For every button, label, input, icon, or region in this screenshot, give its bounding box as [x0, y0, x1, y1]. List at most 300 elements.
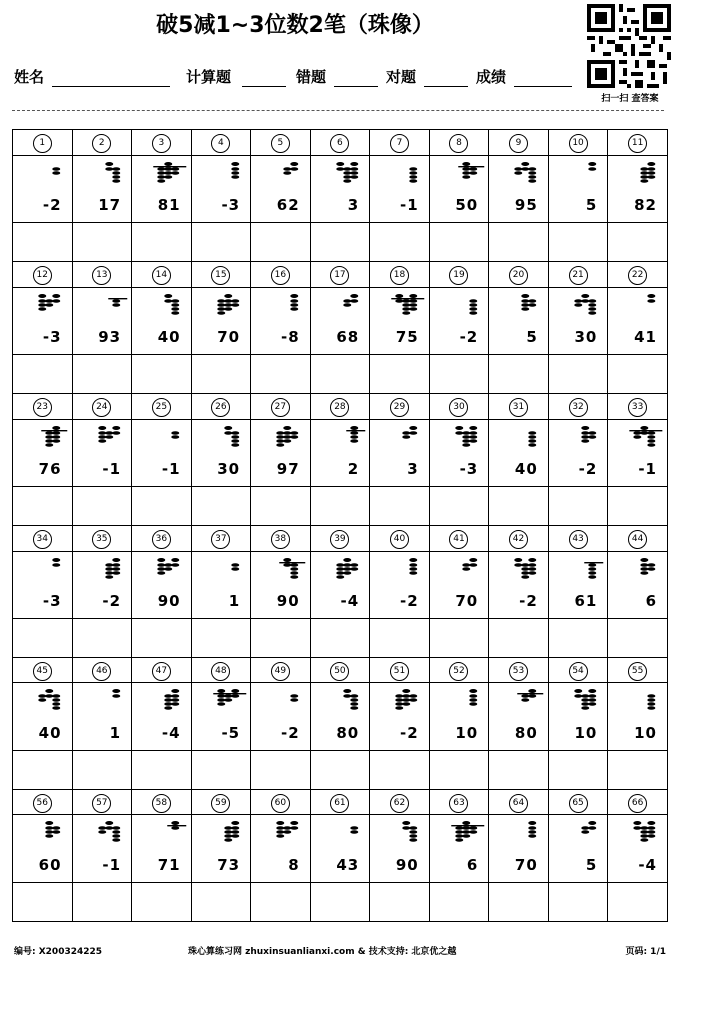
answer-cell[interactable]	[489, 222, 549, 261]
answer-cell[interactable]	[132, 750, 192, 789]
problem-number: 54	[569, 662, 588, 681]
answer-cell[interactable]	[132, 618, 192, 657]
answer-cell[interactable]	[191, 486, 251, 525]
problem-number: 6	[330, 134, 349, 153]
abacus-bead-image	[608, 688, 667, 712]
addend-value: 2	[347, 459, 360, 478]
abacus-bead-image	[311, 557, 370, 581]
problem-cell	[548, 683, 608, 750]
answer-cell[interactable]	[429, 618, 489, 657]
answer-cell[interactable]	[608, 222, 668, 261]
problem-number-cell	[72, 393, 132, 419]
addend-value: -2	[400, 591, 419, 610]
addend-value: 3	[347, 195, 360, 214]
problem-number-cell	[608, 130, 668, 156]
abacus-bead-image	[73, 161, 132, 185]
answer-cell[interactable]	[251, 750, 311, 789]
problem-number-cell	[489, 261, 549, 287]
problem-number: 62	[390, 794, 409, 813]
problem-number-cell	[13, 525, 73, 551]
abacus-bead-image	[13, 425, 72, 449]
problem-cell	[13, 155, 73, 222]
problem-cell	[191, 155, 251, 222]
problem-number: 60	[271, 794, 290, 813]
problem-number-cell	[548, 130, 608, 156]
abacus-bead-image	[251, 425, 310, 449]
problem-number-cell	[72, 525, 132, 551]
abacus-bead-image	[430, 688, 489, 712]
problem-cell	[608, 815, 668, 882]
wrong-count-field[interactable]	[334, 86, 378, 87]
problem-cell	[72, 683, 132, 750]
addend-value: -2	[42, 195, 62, 214]
abacus-bead-image	[311, 293, 370, 317]
problem-number-cell	[13, 261, 73, 287]
problem-cell	[13, 815, 73, 882]
abacus-bead-image	[489, 688, 548, 712]
abacus-bead-image	[549, 425, 608, 449]
answer-cell[interactable]	[13, 618, 73, 657]
problem-number: 41	[449, 530, 468, 549]
addend-value: 90	[276, 591, 300, 610]
student-info-row	[14, 66, 584, 92]
abacus-bead-image	[370, 293, 429, 317]
problem-cell	[370, 419, 430, 486]
problem-number: 1	[33, 134, 52, 153]
answer-cell[interactable]	[310, 222, 370, 261]
addend-value: -5	[221, 723, 241, 742]
addend-value: -3	[42, 591, 62, 610]
problem-cell	[310, 683, 370, 750]
problem-cell	[72, 155, 132, 222]
problem-number-cell	[132, 789, 192, 815]
problem-number-cell	[251, 789, 311, 815]
abacus-bead-image	[132, 293, 191, 317]
answer-cell[interactable]	[251, 354, 311, 393]
problem-number: 64	[509, 794, 528, 813]
problem-number-cell	[191, 657, 251, 683]
problem-number-cell	[608, 657, 668, 683]
answer-cell[interactable]	[191, 354, 251, 393]
problem-number: 28	[330, 398, 349, 417]
addend-value: 70	[217, 327, 241, 346]
problem-number: 40	[390, 530, 409, 549]
problem-number-cell	[310, 789, 370, 815]
problem-number-cell	[13, 130, 73, 156]
problem-number: 45	[33, 662, 52, 681]
problem-number-cell	[370, 130, 430, 156]
problem-number: 25	[152, 398, 171, 417]
problem-cell	[429, 551, 489, 618]
answer-cell[interactable]	[370, 222, 430, 261]
problem-cell	[608, 551, 668, 618]
addend-value: -4	[161, 723, 181, 742]
answer-cell[interactable]	[13, 222, 73, 261]
answer-cell[interactable]	[132, 486, 192, 525]
problem-number-cell	[608, 393, 668, 419]
problem-cell	[608, 419, 668, 486]
addend-value: -2	[459, 327, 479, 346]
problem-number-cell	[191, 789, 251, 815]
answer-cell[interactable]	[608, 882, 668, 921]
addend-value: -2	[280, 723, 300, 742]
problem-number: 46	[92, 662, 111, 681]
addend-value: 60	[38, 855, 62, 874]
problem-cell	[132, 155, 192, 222]
problem-cell	[548, 419, 608, 486]
calc-count-field[interactable]	[242, 86, 286, 87]
problem-number: 10	[569, 134, 588, 153]
problem-number: 18	[390, 266, 409, 285]
answer-cell[interactable]	[489, 882, 549, 921]
problem-cell	[132, 551, 192, 618]
problem-number: 61	[330, 794, 349, 813]
problem-cell	[251, 683, 311, 750]
answer-cell[interactable]	[132, 354, 192, 393]
answer-cell[interactable]	[370, 486, 430, 525]
addend-value: 6	[645, 591, 657, 610]
abacus-bead-image	[251, 161, 310, 185]
abacus-bead-image	[132, 161, 191, 185]
answer-cell[interactable]	[72, 354, 132, 393]
problem-number: 24	[92, 398, 111, 417]
answer-cell[interactable]	[251, 882, 311, 921]
answer-cell[interactable]	[191, 882, 251, 921]
addend-value: 81	[157, 195, 181, 214]
problem-number-cell	[489, 525, 549, 551]
problem-cell	[251, 155, 311, 222]
problem-number: 15	[211, 266, 230, 285]
problem-cell	[370, 815, 430, 882]
addend-value: -2	[519, 591, 538, 610]
problem-number-cell	[310, 261, 370, 287]
problem-number-cell	[429, 261, 489, 287]
worksheet-title: 破5减1~3位数2笔（珠像）	[156, 13, 434, 38]
problem-number: 53	[509, 662, 528, 681]
problem-cell	[608, 287, 668, 354]
addend-value: 5	[526, 327, 538, 346]
addend-value: -1	[638, 459, 657, 478]
score-field[interactable]	[514, 86, 572, 87]
answer-cell[interactable]	[548, 486, 608, 525]
addend-value: 17	[98, 195, 122, 214]
problem-number-cell	[310, 393, 370, 419]
addend-value: -2	[400, 723, 419, 742]
abacus-bead-image	[489, 820, 548, 844]
addend-value: 30	[574, 327, 598, 346]
problem-cell	[310, 287, 370, 354]
problem-number: 48	[211, 662, 230, 681]
addend-value: -2	[102, 591, 122, 610]
addend-value: 10	[634, 723, 657, 742]
problem-number-cell	[429, 789, 489, 815]
addend-value: -4	[340, 591, 360, 610]
answer-cell[interactable]	[548, 882, 608, 921]
abacus-bead-image	[73, 293, 132, 317]
answer-cell[interactable]	[489, 354, 549, 393]
abacus-bead-image	[251, 557, 310, 581]
problem-number-cell	[72, 261, 132, 287]
answer-cell[interactable]	[429, 222, 489, 261]
problem-number-cell	[310, 657, 370, 683]
problem-number-cell	[13, 393, 73, 419]
problem-cell	[489, 155, 549, 222]
answer-cell[interactable]	[191, 618, 251, 657]
addend-value: 40	[157, 327, 181, 346]
answer-cell[interactable]	[310, 354, 370, 393]
abacus-bead-image	[311, 161, 370, 185]
abacus-bead-image	[311, 425, 370, 449]
problem-number-cell	[489, 393, 549, 419]
addend-value: 6	[466, 855, 479, 874]
addend-value: 61	[574, 591, 598, 610]
problem-number: 21	[569, 266, 588, 285]
problem-cell	[429, 287, 489, 354]
problem-cell	[72, 551, 132, 618]
problem-number: 38	[271, 530, 290, 549]
addend-value: 10	[574, 723, 598, 742]
answer-cell[interactable]	[548, 354, 608, 393]
problem-cell	[429, 155, 489, 222]
problem-number-cell	[489, 789, 549, 815]
abacus-bead-image	[489, 557, 548, 581]
answer-cell[interactable]	[548, 750, 608, 789]
problem-number: 63	[449, 794, 468, 813]
problem-number: 39	[330, 530, 349, 549]
answer-cell[interactable]	[251, 486, 311, 525]
abacus-bead-image	[192, 161, 251, 185]
problem-number: 49	[271, 662, 290, 681]
answer-cell[interactable]	[429, 750, 489, 789]
answer-cell[interactable]	[370, 618, 430, 657]
problem-cell	[72, 815, 132, 882]
problem-number-cell	[429, 525, 489, 551]
wrong-count-label: 错题	[296, 68, 327, 86]
answer-cell[interactable]	[608, 486, 668, 525]
calc-count-label: 计算题	[186, 68, 232, 86]
addend-value: 90	[395, 855, 419, 874]
abacus-bead-image	[370, 820, 429, 844]
problem-number: 12	[33, 266, 52, 285]
problem-number-cell	[191, 393, 251, 419]
abacus-bead-image	[13, 293, 72, 317]
problem-number: 7	[390, 134, 409, 153]
problem-number-cell	[370, 657, 430, 683]
answer-cell[interactable]	[429, 486, 489, 525]
answer-cell[interactable]	[548, 618, 608, 657]
abacus-bead-image	[370, 425, 429, 449]
problem-number-cell	[489, 657, 549, 683]
answer-cell[interactable]	[489, 618, 549, 657]
addend-value: 76	[38, 459, 62, 478]
problem-number: 4	[211, 134, 230, 153]
abacus-bead-image	[132, 688, 191, 712]
problem-number-cell	[132, 525, 192, 551]
score-label: 成绩	[476, 68, 507, 86]
problem-cell	[191, 683, 251, 750]
abacus-bead-image	[311, 688, 370, 712]
answer-cell[interactable]	[13, 882, 73, 921]
problem-number: 65	[569, 794, 588, 813]
answer-cell[interactable]	[132, 222, 192, 261]
problem-cell	[13, 551, 73, 618]
problem-number: 22	[628, 266, 647, 285]
problem-cell	[132, 287, 192, 354]
problem-number: 43	[569, 530, 588, 549]
answer-cell[interactable]	[608, 354, 668, 393]
qr-caption: 扫一扫 查答案	[601, 94, 659, 104]
answer-cell[interactable]	[429, 882, 489, 921]
problem-cell	[310, 551, 370, 618]
problem-number: 9	[509, 134, 528, 153]
problem-number-cell	[191, 130, 251, 156]
problem-number: 55	[628, 662, 647, 681]
answer-cell[interactable]	[310, 618, 370, 657]
problem-number-cell	[13, 657, 73, 683]
problem-cell	[13, 419, 73, 486]
answer-cell[interactable]	[72, 882, 132, 921]
abacus-bead-image	[608, 425, 667, 449]
problem-number: 56	[33, 794, 52, 813]
problem-cell	[370, 155, 430, 222]
problem-cell	[191, 419, 251, 486]
problem-number-cell	[310, 130, 370, 156]
answer-cell[interactable]	[310, 750, 370, 789]
problem-cell	[429, 683, 489, 750]
abacus-bead-image	[370, 557, 429, 581]
problem-cell	[370, 287, 430, 354]
addend-value: 70	[514, 855, 538, 874]
addend-value: -4	[638, 855, 657, 874]
abacus-bead-image	[13, 688, 72, 712]
problem-cell	[251, 551, 311, 618]
addend-value: 1	[228, 591, 241, 610]
abacus-bead-image	[13, 820, 72, 844]
problem-number: 50	[330, 662, 349, 681]
answer-cell[interactable]	[251, 618, 311, 657]
abacus-bead-image	[132, 425, 191, 449]
answer-cell[interactable]	[548, 222, 608, 261]
abacus-bead-image	[608, 557, 667, 581]
problem-number-cell	[310, 525, 370, 551]
addend-value: 70	[455, 591, 479, 610]
answer-cell[interactable]	[489, 486, 549, 525]
answer-cell[interactable]	[370, 354, 430, 393]
abacus-bead-image	[192, 820, 251, 844]
problem-number: 35	[92, 530, 111, 549]
answer-cell[interactable]	[191, 222, 251, 261]
abacus-bead-image	[549, 557, 608, 581]
addend-value: 80	[336, 723, 360, 742]
problem-number-cell	[370, 789, 430, 815]
problem-number-cell	[548, 261, 608, 287]
answer-cell[interactable]	[370, 750, 430, 789]
addend-value: 90	[157, 591, 181, 610]
problem-number: 32	[569, 398, 588, 417]
problem-cell	[191, 287, 251, 354]
answer-cell[interactable]	[72, 750, 132, 789]
problem-number-cell	[251, 130, 311, 156]
answer-cell[interactable]	[310, 882, 370, 921]
answer-cell[interactable]	[489, 750, 549, 789]
problem-cell	[251, 419, 311, 486]
name-label: 姓名	[14, 68, 45, 86]
addend-value: 30	[217, 459, 241, 478]
problem-number: 33	[628, 398, 647, 417]
problem-number-cell	[132, 657, 192, 683]
problem-number: 16	[271, 266, 290, 285]
problem-number: 3	[152, 134, 171, 153]
addend-value: 40	[514, 459, 538, 478]
answer-cell[interactable]	[429, 354, 489, 393]
abacus-bead-image	[132, 820, 191, 844]
problem-number: 17	[330, 266, 349, 285]
problem-number: 36	[152, 530, 171, 549]
problem-number-cell	[191, 261, 251, 287]
abacus-bead-image	[549, 293, 608, 317]
addend-value: 5	[585, 855, 598, 874]
answer-cell[interactable]	[72, 618, 132, 657]
name-field[interactable]	[52, 86, 170, 87]
abacus-bead-image	[192, 293, 251, 317]
abacus-bead-image	[430, 425, 489, 449]
answer-cell[interactable]	[608, 618, 668, 657]
problem-cell	[191, 815, 251, 882]
problem-cell	[13, 683, 73, 750]
answer-cell[interactable]	[310, 486, 370, 525]
problem-number-cell	[608, 525, 668, 551]
addend-value: 8	[288, 855, 300, 874]
problem-cell	[489, 815, 549, 882]
answer-cell[interactable]	[608, 750, 668, 789]
problem-number: 59	[211, 794, 230, 813]
problem-number: 37	[211, 530, 230, 549]
addend-value: -3	[221, 195, 241, 214]
answer-cell[interactable]	[72, 222, 132, 261]
problem-cell	[429, 419, 489, 486]
answer-cell[interactable]	[13, 486, 73, 525]
problem-number-cell	[72, 657, 132, 683]
abacus-bead-image	[608, 820, 667, 844]
problem-number: 14	[152, 266, 171, 285]
answer-cell[interactable]	[191, 750, 251, 789]
problem-number: 19	[449, 266, 468, 285]
qr-code-icon[interactable]	[587, 4, 671, 88]
problem-number: 58	[152, 794, 171, 813]
right-count-field[interactable]	[424, 86, 468, 87]
problem-number: 42	[509, 530, 528, 549]
problem-number-cell	[548, 789, 608, 815]
problem-number-cell	[608, 789, 668, 815]
answer-cell[interactable]	[251, 222, 311, 261]
addend-value: -2	[578, 459, 598, 478]
abacus-bead-image	[430, 820, 489, 844]
answer-cell[interactable]	[370, 882, 430, 921]
answer-cell[interactable]	[132, 882, 192, 921]
answer-cell[interactable]	[72, 486, 132, 525]
problem-cell	[132, 419, 192, 486]
addend-value: -1	[102, 855, 122, 874]
problem-number: 27	[271, 398, 290, 417]
problem-cell	[251, 287, 311, 354]
abacus-bead-image	[549, 161, 608, 185]
abacus-bead-image	[251, 820, 310, 844]
abacus-bead-image	[370, 688, 429, 712]
abacus-bead-image	[251, 688, 310, 712]
answer-cell[interactable]	[13, 354, 73, 393]
problem-cell	[132, 683, 192, 750]
answer-cell[interactable]	[13, 750, 73, 789]
